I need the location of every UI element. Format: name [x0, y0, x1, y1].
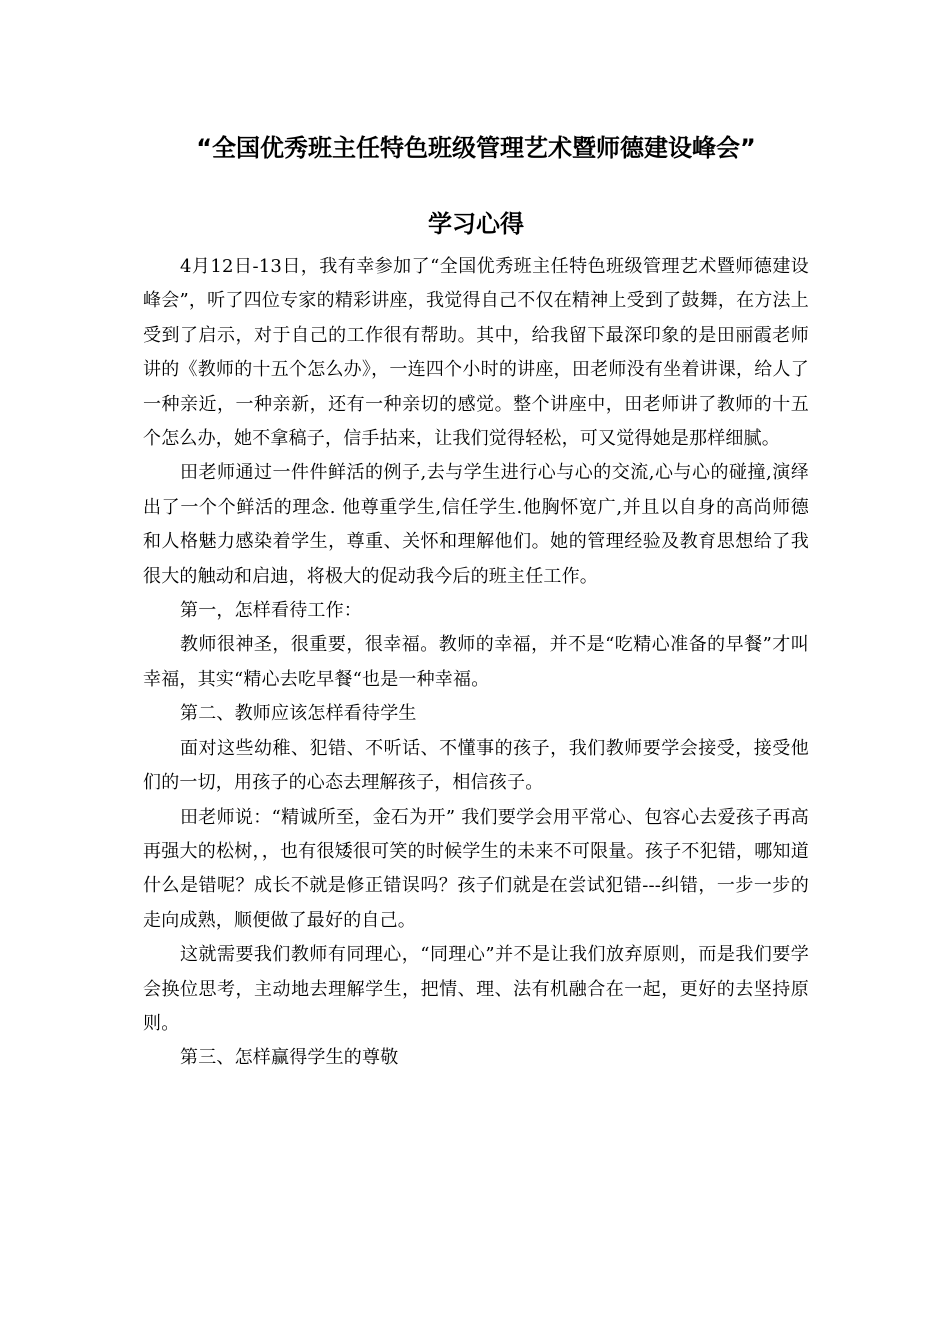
document-page — [143, 128, 809, 1076]
paragraph-section-2a: 面对这些幼稚、犯错、不听话、不懂事的孩子，我们教师要学会接受，接受他们的一切，用孩子的心态去理解孩子，相信孩子。 — [143, 737, 809, 794]
section-heading-2: 第二、教师应该怎样看待学生 — [180, 703, 417, 725]
paragraph-section-1: 教师很神圣，很重要，很幸福。教师的幸福，并不是“吃精心准备的早餐”才叫幸福，其实“精心去吃早餐“也是一种幸福。 — [143, 634, 809, 690]
paragraph-intro: 4月12日-13日，我有幸参加了“全国优秀班主任特色班级管理艺术暨师德建设峰会”，听了四位专家的精彩讲座，我觉得自己不仅在精神上受到了鼓舞，在方法上受到了启示，对于自己的工作很有帮助。其中，给我留下最深印象的是田丽霞老师讲的《教师的十五个怎么办》，一连四个小时的讲座，田老师没有坐着讲课，给人了一种亲近，一种亲新，还有一种亲切的感觉。整个讲座中，田老师讲了教师的十五个怎么办，她不拿稿子，信手拈来，让我们觉得轻松，可又觉得她是那样细腻。 — [143, 256, 809, 450]
paragraph-teacher-examples: 田老师通过一件件鲜活的例子,去与学生进行心与心的交流,心与心的碰撞,演绎出了一个个鲜活的理念. 他尊重学生,信任学生.他胸怀宽广,并且以自身的高尚师德和人格魅力感染着学生，尊重、关怀和理解他们。她的管理经验及教育思想给了我很大的触动和启迪，将极大的促动我今后的班主任工作。 — [143, 462, 809, 587]
section-heading-3: 第三、怎样赢得学生的尊敬 — [180, 1047, 399, 1069]
paragraph-section-2c: 这就需要我们教师有同理心，“同理心”并不是让我们放弃原则，而是我们要学会换位思考，主动地去理解学生，把情、理、法有机融合在一起，更好的去坚持原则。 — [143, 944, 809, 1034]
document-title: “全国优秀班主任特色班级管理艺术暨师德建设峰会” — [196, 134, 756, 162]
section-heading-1: 第一，怎样看待工作： — [180, 600, 362, 622]
paragraph-section-2b: 田老师说：“精诚所至，金石为开” 我们要学会用平常心、包容心去爱孩子再高再强大的松树，，也有很矮很可笑的时候学生的未来不可限量。孩子不犯错，哪知道什么是错呢？成长不就是修正错误吗？孩子们就是在尝试犯错---纠错，一步一步的走向成熟，顺便做了最好的自己。 — [143, 806, 809, 931]
document-subtitle: 学习心得 — [428, 210, 524, 238]
document-body — [143, 250, 809, 1076]
